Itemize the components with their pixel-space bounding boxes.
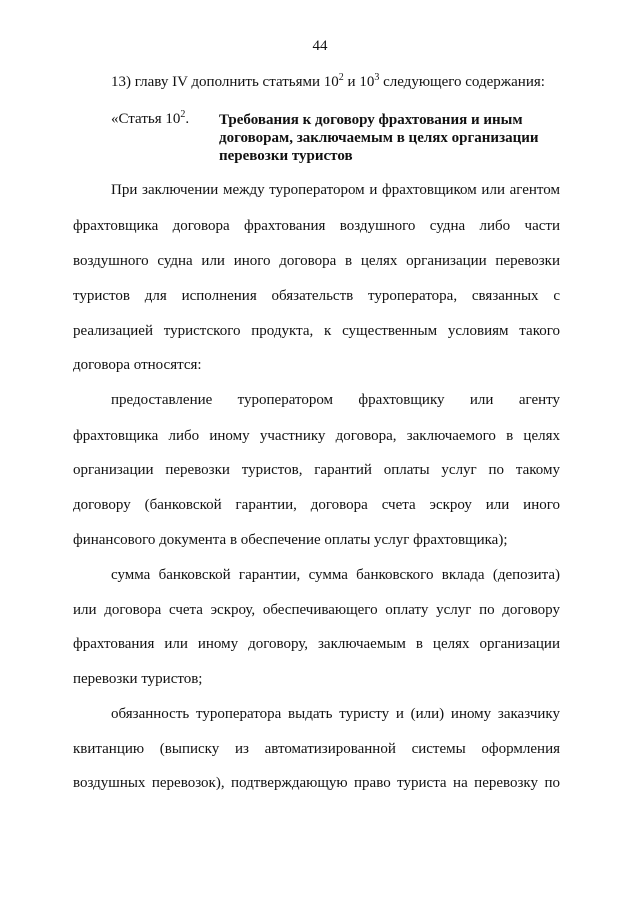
text-line: воздушных перевозок), подтверждающую право туриста на перевозку по (73, 775, 560, 791)
article-title (219, 111, 559, 165)
article-label-sup: 2 (180, 109, 186, 120)
text-line: фрахтовщика договора фрахтования воздушного судна либо части (73, 218, 560, 234)
text-line: перевозки туристов; (73, 671, 203, 687)
amendment-intro (111, 74, 545, 91)
text-line: сумма банковской гарантии, сумма банковского вклада (депозита) (111, 567, 560, 583)
text-line: При заключении между туроператором и фрахтовщиком или агентом (111, 182, 560, 198)
text-line: фрахтования или иному договору, заключаемым в целях организации (73, 636, 560, 652)
article-label (111, 111, 189, 128)
text-line: или договора счета эскроу, обеспечивающего оплату услуг по договору (73, 602, 560, 618)
text-line: квитанцию (выписку из автоматизированной системы оформления (73, 741, 560, 757)
article-title-line: Требования к договору фрахтования и иным (219, 112, 523, 128)
intro-prefix: 13) главу IV дополнить статьями 10 (111, 74, 339, 90)
text-line: туристов для исполнения обязательств туроператора, связанных с (73, 288, 560, 304)
article-label-prefix: «Статья 10 (111, 111, 181, 127)
intro-sup-1: 2 (338, 72, 344, 83)
text-line: договору (банковской гарантии, договора счета эскроу или иного (73, 497, 560, 513)
intro-sup-2: 3 (374, 72, 380, 83)
intro-suffix: следующего содержания: (379, 74, 545, 90)
text-line: фрахтовщика либо иному участнику договора, заключаемого в целях (73, 428, 560, 444)
intro-middle: и 10 (343, 74, 375, 90)
text-line: организации перевозки туристов, гарантий оплаты услуг по такому (73, 462, 560, 478)
text-line: предоставление туроператором фрахтовщику или агенту (111, 392, 560, 408)
page-number: 44 (312, 38, 328, 54)
text-line: реализацией туристского продукта, к существенным условиям такого (73, 323, 560, 339)
article-title-line: договорам, заключаемым в целях организации (219, 130, 539, 146)
text-line: воздушного судна или иного договора в целях организации перевозки (73, 253, 560, 269)
text-line: финансового документа в обеспечение оплаты услуг фрахтовщика); (73, 532, 508, 548)
article-title-line: перевозки туристов (219, 148, 353, 164)
article-label-suffix: . (185, 111, 190, 127)
text-line: обязанность туроператора выдать туристу и (или) иному заказчику (111, 706, 560, 722)
text-line: договора относятся: (73, 357, 202, 373)
